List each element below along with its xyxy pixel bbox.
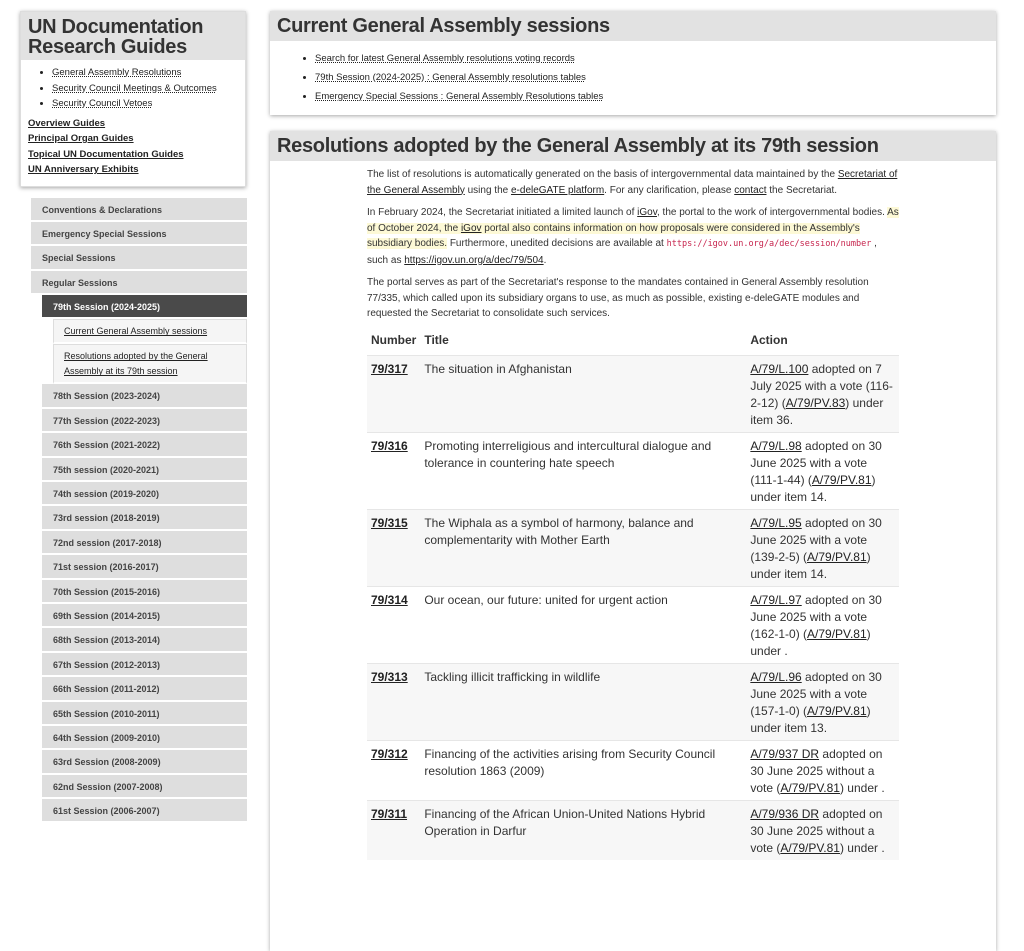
- nav-session-item[interactable]: 68th Session (2013-2014): [42, 628, 247, 652]
- action-text: ) under item 13.: [750, 703, 871, 735]
- col-title: Title: [424, 332, 449, 347]
- cell-number: [367, 800, 420, 860]
- current-sessions-heading: Current General Assembly sessions: [270, 11, 996, 41]
- cell-title: Financing of the African Union-United Nations Hybrid Operation in Darfur: [420, 800, 746, 860]
- nav-session-item[interactable]: 75th session (2020-2021): [42, 458, 247, 482]
- resolution-number-link[interactable]: 79/311: [371, 806, 408, 821]
- resolutions-panel: [270, 131, 996, 951]
- action-text: adopted on 7 July 2025 with a vote (116-2-12) (: [750, 361, 893, 410]
- resolution-number-link[interactable]: 79/317: [371, 361, 408, 376]
- draft-doc-link[interactable]: A/79/L.96: [750, 669, 802, 684]
- nav-emergency-special-sessions[interactable]: Emergency Special Sessions: [31, 222, 247, 246]
- meeting-record-link[interactable]: A/79/PV.81: [780, 840, 840, 855]
- text: The list of resolutions is automatically generated on the basis of intergovernmental data maintained by the: [367, 169, 838, 180]
- draft-doc-link[interactable]: A/79/L.97: [750, 592, 802, 607]
- action-text: adopted on 30 June 2025 without a vote (: [750, 806, 883, 855]
- cell-number: [367, 509, 420, 586]
- nav-session-item[interactable]: 74th session (2019-2020): [42, 482, 247, 506]
- nav-session-item[interactable]: 71st session (2016-2017): [42, 555, 247, 579]
- text: , the portal to the work of intergovernmental bodies.: [656, 207, 888, 218]
- meeting-record-link[interactable]: A/79/PV.81: [807, 703, 867, 718]
- list-item: [315, 72, 996, 91]
- voting-records-link[interactable]: Search for latest General Assembly resolutions voting records: [315, 53, 575, 64]
- nav-conventions[interactable]: Conventions & Declarations: [31, 198, 247, 222]
- igov-link[interactable]: iGov: [637, 207, 657, 218]
- action-text: ) under item 14.: [750, 472, 876, 504]
- list-item: [315, 53, 996, 72]
- igov-decision-link[interactable]: https://igov.un.org/a/dec/79/504: [404, 254, 544, 266]
- cell-title: Our ocean, our future: united for urgent action: [420, 586, 746, 663]
- edelegate-link[interactable]: e-deleGATE platform: [510, 184, 605, 196]
- main-content: [270, 11, 996, 951]
- guide-bullet-item: [52, 67, 245, 83]
- url-pattern-code: https://igov.un.org/a/dec/session/number: [666, 239, 872, 249]
- action-text: ) under item 36.: [750, 395, 884, 427]
- cell-number: [367, 740, 420, 800]
- guide-link-ga-resolutions[interactable]: General Assembly Resolutions: [52, 67, 182, 78]
- text: As of October 2024, the: [367, 207, 899, 234]
- guide-title: UN Documentation Research Guides: [21, 12, 245, 60]
- meeting-record-link[interactable]: A/79/PV.81: [807, 549, 867, 564]
- action-text: ) under .: [839, 780, 885, 795]
- text: portal also contains information on how proposals were considered in the Assembly's subsidiary bodies.: [367, 222, 860, 249]
- cell-action: [746, 586, 899, 663]
- igov-paragraph: [367, 205, 900, 268]
- resolution-number-link[interactable]: 79/312: [371, 746, 408, 761]
- text: .: [543, 254, 547, 266]
- guide-bullet-list: [21, 60, 245, 114]
- cell-action: [746, 800, 899, 860]
- session-nav: [31, 198, 247, 824]
- text: using the: [464, 184, 511, 196]
- text: , such as: [367, 238, 877, 266]
- guide-link-sc-vetoes[interactable]: Security Council Vetoes: [52, 98, 153, 109]
- resolution-number-link[interactable]: 79/316: [371, 438, 408, 453]
- guide-links: [21, 114, 245, 186]
- nav-regular-sessions[interactable]: Regular Sessions: [31, 271, 247, 295]
- nav-resolutions-79th[interactable]: Resolutions adopted by the General Assembly at its 79th session: [64, 351, 208, 377]
- nav-session-item[interactable]: 77th Session (2022-2023): [42, 409, 247, 433]
- cell-number: [367, 663, 420, 740]
- meeting-record-link[interactable]: A/79/PV.81: [811, 472, 872, 487]
- overview-guides-link[interactable]: Overview Guides: [28, 117, 106, 129]
- draft-doc-link[interactable]: A/79/L.100: [750, 361, 809, 376]
- nav-session-item[interactable]: 64th Session (2009-2010): [42, 726, 247, 750]
- table-row: [367, 586, 899, 663]
- table-row: [367, 355, 899, 432]
- nav-session-item[interactable]: 72nd session (2017-2018): [42, 531, 247, 555]
- table-row: [367, 740, 899, 800]
- portal-paragraph: The portal serves as part of the Secretariat's response to the mandates contained in General Assembly resolution 77/335, which called upon its subsidiary organs to use, as much as possible, existing e-deleGATE modules and requested the Secretariat to consolidate such services.: [367, 277, 869, 319]
- cell-title: The Wiphala as a symbol of harmony, balance and complementarity with Mother Earth: [420, 509, 746, 586]
- current-sessions-panel: [270, 11, 996, 115]
- contact-link[interactable]: contact: [734, 184, 767, 196]
- nav-session-item[interactable]: 65th Session (2010-2011): [42, 702, 247, 726]
- action-text: adopted on 30 June 2025 with a vote (162-1-0) (: [750, 592, 882, 641]
- list-item: [315, 91, 996, 110]
- cell-title: Tackling illicit trafficking in wildlife: [420, 663, 746, 740]
- cell-action: [746, 355, 899, 432]
- resolutions-content: [270, 161, 900, 860]
- meeting-record-link[interactable]: A/79/PV.81: [807, 626, 867, 641]
- guide-link-sc-meetings[interactable]: Security Council Meetings & Outcomes: [52, 82, 217, 94]
- nav-session-item[interactable]: 76th Session (2021-2022): [42, 433, 247, 457]
- nav-sub-item: [53, 344, 247, 384]
- cell-action: [746, 432, 899, 509]
- nav-79th-session[interactable]: 79th Session (2024-2025): [42, 295, 247, 319]
- text: the Secretariat.: [766, 184, 838, 196]
- text: Furthermore, unedited decisions are available at: [447, 238, 667, 249]
- cell-number: [367, 586, 420, 663]
- cell-title: The situation in Afghanistan: [420, 355, 746, 432]
- session-79-tables-link[interactable]: 79th Session (2024-2025) : General Assembly resolutions tables: [315, 72, 586, 83]
- nav-session-item[interactable]: 66th Session (2011-2012): [42, 677, 247, 701]
- igov-link-2[interactable]: iGov: [460, 222, 482, 234]
- sidebar: [20, 11, 246, 823]
- col-action: Action: [750, 332, 788, 347]
- resolution-number-link[interactable]: 79/313: [371, 669, 408, 684]
- action-text: ) under .: [750, 626, 871, 658]
- nav-session-item[interactable]: 63rd Session (2008-2009): [42, 750, 247, 774]
- cell-number: [367, 432, 420, 509]
- action-text: ) under item 14.: [750, 549, 871, 581]
- resolutions-table: [367, 332, 899, 860]
- resolution-number-link[interactable]: 79/314: [371, 592, 408, 607]
- draft-doc-link[interactable]: A/79/L.95: [750, 515, 802, 530]
- draft-doc-link[interactable]: A/79/936 DR: [750, 806, 820, 821]
- table-row: [367, 509, 899, 586]
- action-text: ) under .: [839, 840, 885, 855]
- guide-bullet-item: [52, 98, 245, 114]
- cell-title: Financing of the activities arising from Security Council resolution 1863 (2009): [420, 740, 746, 800]
- cell-action: [746, 740, 899, 800]
- guide-bullet-item: [52, 83, 245, 99]
- nav-session-item[interactable]: 69th Session (2014-2015): [42, 604, 247, 628]
- nav-session-item[interactable]: 62nd Session (2007-2008): [42, 775, 247, 799]
- nav-session-item[interactable]: 61st Session (2006-2007): [42, 799, 247, 823]
- resolution-number-link[interactable]: 79/315: [371, 515, 408, 530]
- cell-action: [746, 509, 899, 586]
- topical-guides-link[interactable]: Topical UN Documentation Guides: [28, 148, 184, 160]
- current-sessions-list: [270, 41, 996, 115]
- table-row: [367, 432, 899, 509]
- cell-action: [746, 663, 899, 740]
- meeting-record-link[interactable]: A/79/PV.81: [780, 780, 840, 795]
- meeting-record-link[interactable]: A/79/PV.83: [785, 395, 846, 410]
- draft-doc-link[interactable]: A/79/L.98: [750, 438, 802, 453]
- action-text: adopted on 30 June 2025 with a vote (157-1-0) (: [750, 669, 882, 718]
- table-row: [367, 663, 899, 740]
- anniversary-exhibits-link[interactable]: UN Anniversary Exhibits: [28, 164, 139, 175]
- secretariat-link[interactable]: Secretariat of the General Assembly: [367, 169, 898, 196]
- text: . For any clarification, please: [604, 184, 735, 196]
- text: In February 2024, the Secretariat initiated a limited launch of: [367, 207, 638, 218]
- action-text: adopted on 30 June 2025 with a vote (139-2-5) (: [750, 515, 882, 564]
- action-text: adopted on 30 June 2025 with a vote (111-1-44) (: [750, 438, 882, 487]
- intro-paragraph: [367, 167, 900, 198]
- emergency-tables-link[interactable]: Emergency Special Sessions : General Assembly Resolutions tables: [315, 91, 604, 102]
- cell-title: Promoting interreligious and intercultural dialogue and tolerance in countering hate speech: [420, 432, 746, 509]
- nav-sub-item: [53, 319, 247, 344]
- draft-doc-link[interactable]: A/79/937 DR: [750, 746, 820, 761]
- action-text: adopted on 30 June 2025 without a vote (: [750, 746, 883, 795]
- table-row: [367, 800, 899, 860]
- nav-current-ga-sessions[interactable]: Current General Assembly sessions: [64, 326, 208, 337]
- col-number: Number: [371, 332, 417, 347]
- principal-organ-guides-link[interactable]: Principal Organ Guides: [28, 133, 134, 144]
- cell-number: [367, 355, 420, 432]
- resolutions-heading: Resolutions adopted by the General Assembly at its 79th session: [270, 131, 996, 161]
- guide-box: [20, 11, 246, 187]
- nav-session-item[interactable]: 67th Session (2012-2013): [42, 653, 247, 677]
- nav-session-item[interactable]: 73rd session (2018-2019): [42, 506, 247, 530]
- nav-session-item[interactable]: 70th Session (2015-2016): [42, 580, 247, 604]
- nav-special-sessions[interactable]: Special Sessions: [31, 246, 247, 270]
- nav-session-item[interactable]: 78th Session (2023-2024): [42, 384, 247, 408]
